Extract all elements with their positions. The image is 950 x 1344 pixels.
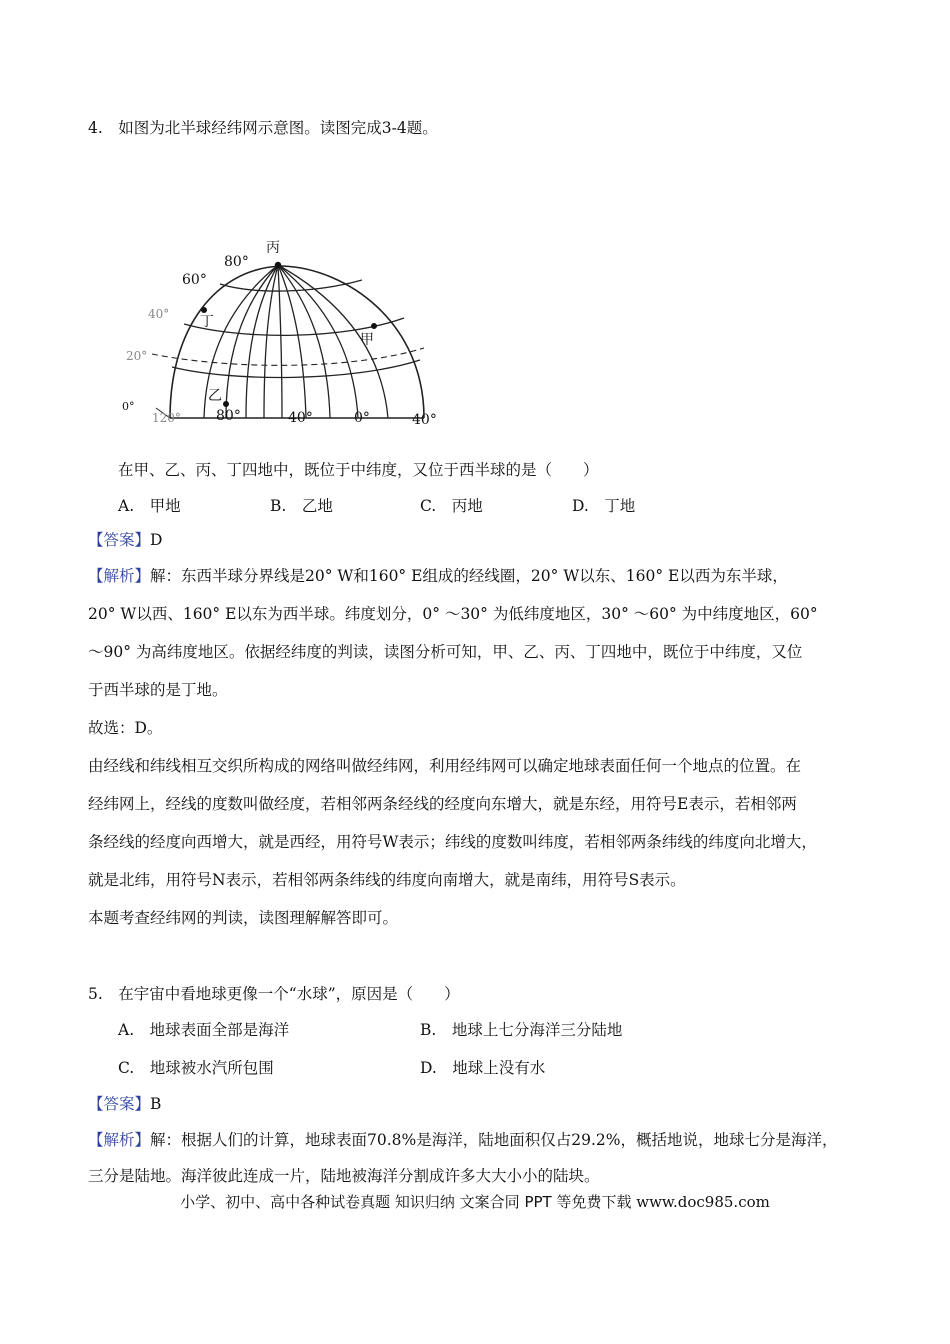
q4-answer [88, 530, 162, 550]
q5-answer [88, 1094, 161, 1114]
answer-value: D [150, 531, 163, 549]
analysis-text: 解：东西半球分界线是20° W和160° E组成的经线圈，20° W以东、160° E以西为东半球， [150, 567, 788, 585]
label-bing: 丙 [266, 240, 280, 256]
label-yi: 乙 [208, 388, 222, 404]
q5-analysis-line: 三分是陆地。海洋彼此连成一片，陆地被海洋分割成许多大大小小的陆块。 [88, 1167, 600, 1185]
q4-analysis-line: 经纬网上，经线的度数叫做经度，若相邻两条经线的经度向东增大，就是东经，用符号E表示，若相邻两 [88, 795, 797, 813]
analysis-tag: 【解析】 [88, 1131, 151, 1149]
lon-label-0: 0° [354, 410, 370, 426]
point-yi [223, 401, 229, 407]
answer-value: B [150, 1095, 162, 1113]
q5-option-a: A. 地球表面全部是海洋 [118, 1021, 290, 1039]
lat-label-20: 20° [126, 349, 148, 363]
q4-question: 在甲、乙、丙、丁四地中，既位于中纬度，又位于西半球的是（ ） [118, 461, 599, 479]
q4-option-c: C. 丙地 [420, 497, 483, 515]
lat-label-60: 60° [182, 272, 207, 288]
footer-text: 小学、初中、高中各种试卷真题 知识归纳 文案合同 PPT 等免费下载 [180, 1193, 637, 1211]
q5-stem: 5. 在宇宙中看地球更像一个“水球”，原因是（ ） [88, 985, 460, 1003]
q4-option-d: D. 丁地 [572, 497, 636, 515]
point-jia [371, 323, 377, 329]
q5-analysis-line [88, 1130, 838, 1150]
q4-analysis-line: 故选：D。 [88, 719, 163, 737]
lon-label-80: 80° [216, 408, 241, 424]
q5-option-c: C. 地球被水汽所包围 [118, 1059, 274, 1077]
footer-link[interactable]: www.doc985.com [636, 1193, 770, 1211]
graticule-diagram [112, 232, 452, 432]
lon-label-40w: 40° [288, 410, 313, 426]
q4-analysis-line: 由经线和纬线相互交织所构成的网络叫做经纬网，利用经纬网可以确定地球表面任何一个地点的位置。在 [88, 757, 802, 775]
q4-analysis-line: 本题考查经纬网的判读，读图理解解答即可。 [88, 909, 399, 927]
q4-analysis-line: 条经线的经度向西增大，就是西经，用符号W表示；纬线的度数叫纬度，若相邻两条纬线的纬度向北增大， [88, 833, 817, 851]
q5-option-d: D. 地球上没有水 [420, 1059, 546, 1077]
lon-label-40e: 40° [412, 412, 437, 428]
analysis-tag: 【解析】 [88, 567, 151, 585]
q4-option-b: B. 乙地 [270, 497, 333, 515]
lat-label-80: 80° [224, 254, 249, 270]
lon-label-120: 120° [152, 411, 181, 425]
q4-analysis-line: ～90° 为高纬度地区。依据经纬度的判读，读图分析可知，甲、乙、丙、丁四地中，既位于中纬度，又位 [88, 643, 803, 661]
q4-analysis-line: 20° W以西、160° E以东为西半球。纬度划分，0° ～30° 为低纬度地区，30° ～60° 为中纬度地区，60° [88, 605, 818, 623]
point-bing [275, 262, 281, 268]
page-footer [0, 1192, 950, 1212]
q4-stem: 4. 如图为北半球经纬网示意图。读图完成3-4题。 [88, 119, 438, 137]
q4-option-a: A. 甲地 [118, 497, 181, 515]
analysis-text: 解：根据人们的计算，地球表面70.8%是海洋，陆地面积仅占29.2%，概括地说，地球七分是海洋， [150, 1131, 838, 1149]
label-jia: 甲 [360, 332, 374, 348]
lat-label-0: 0° [122, 400, 135, 413]
lat-label-40: 40° [148, 307, 170, 321]
label-ding: 丁 [200, 314, 214, 330]
q4-analysis-line [88, 566, 788, 586]
point-ding [201, 307, 207, 313]
answer-tag: 【答案】 [88, 1095, 151, 1113]
q4-analysis-line: 于西半球的是丁地。 [88, 681, 228, 699]
q5-option-b: B. 地球上七分海洋三分陆地 [420, 1021, 623, 1039]
q4-analysis-line: 就是北纬，用符号N表示，若相邻两条纬线的纬度向南增大，就是南纬，用符号S表示。 [88, 871, 686, 889]
answer-tag: 【答案】 [88, 531, 151, 549]
